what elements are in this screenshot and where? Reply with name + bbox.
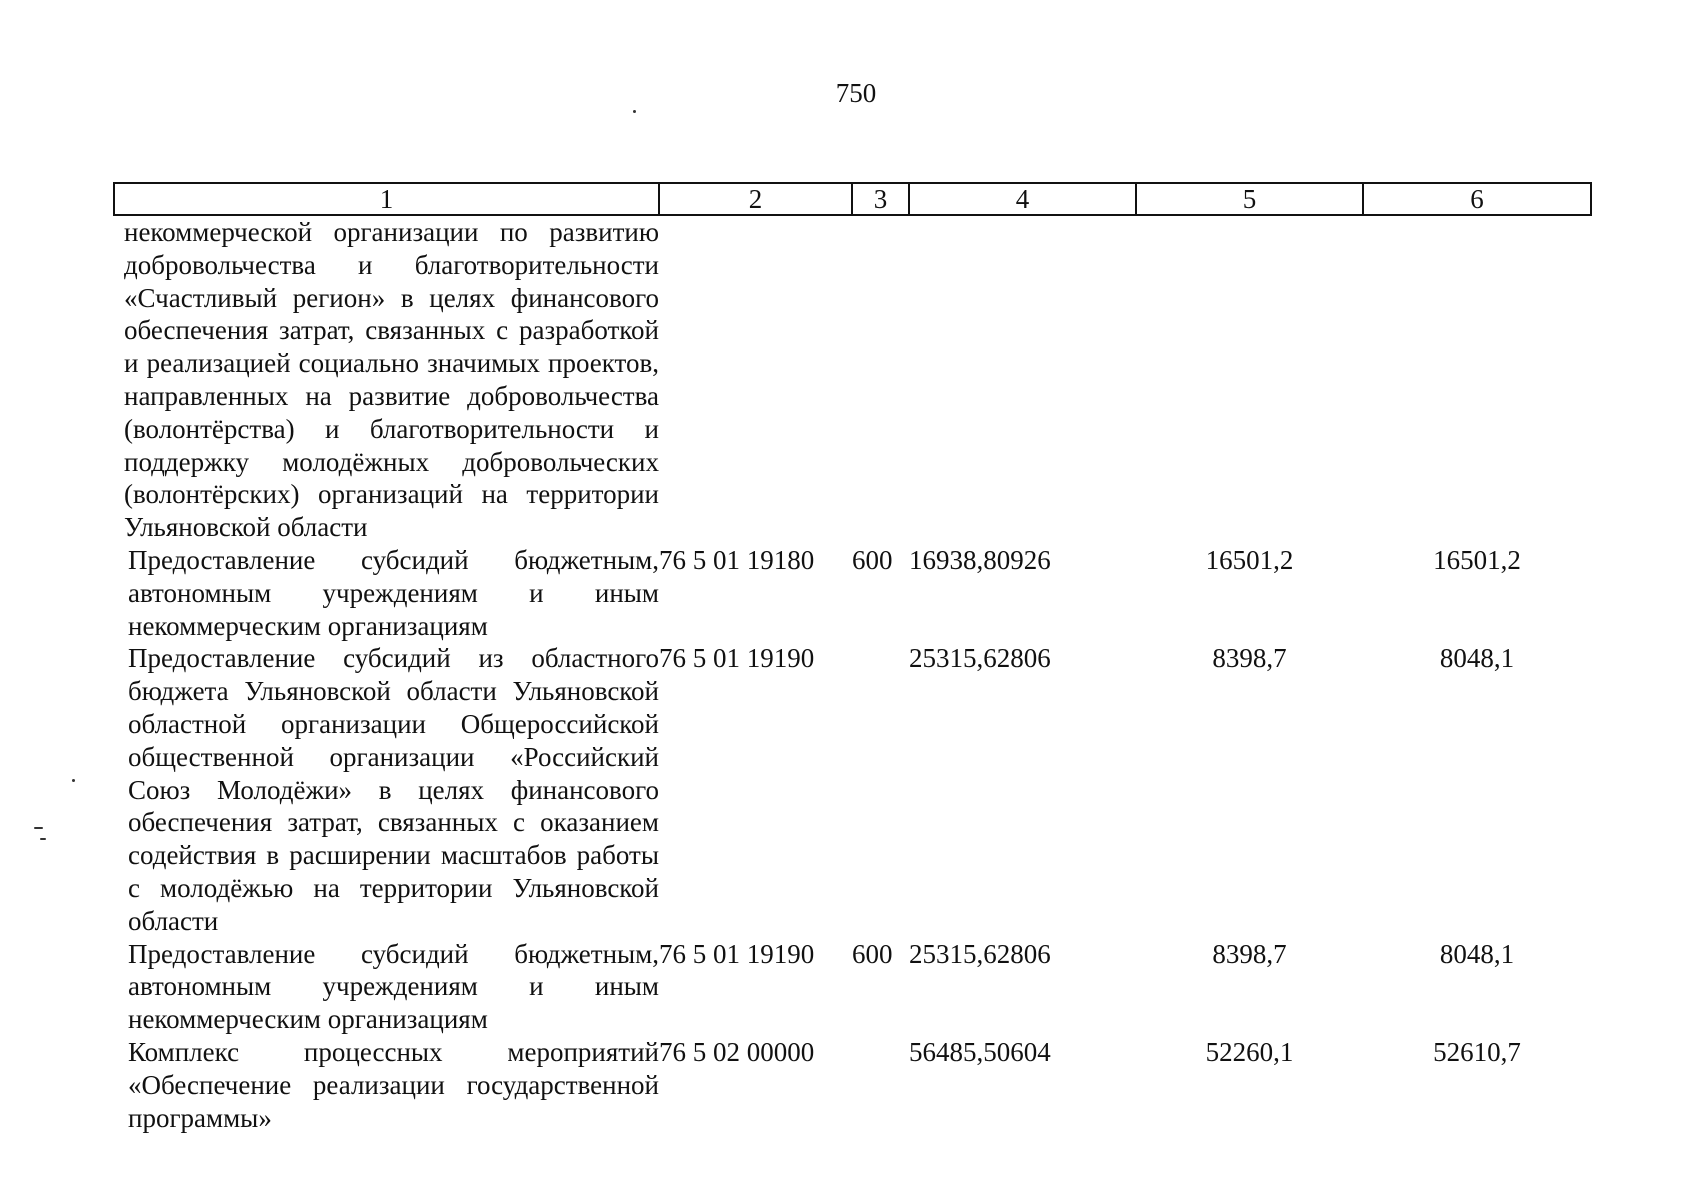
row-code: 76 5 02 00000 [659, 1036, 815, 1067]
row-value-6: 8048,1 [1439, 938, 1515, 969]
row-value-5: 8398,7 [1212, 938, 1287, 969]
scan-speck [72, 779, 75, 782]
row-kvr [852, 642, 909, 937]
row-value-4 [909, 215, 1136, 544]
table-row [114, 642, 1591, 937]
row-code [659, 215, 852, 544]
page-number: 750 [835, 78, 877, 108]
row-name: Предоставление субсидий из областного бюджета Ульяновской области Ульяновской областной организации Общероссийской общественной организации «Российский Союз Молодёжи» в целях финансового обеспечения затрат, связанных с оказанием содействия в расширении масштабов работы с молодёжью на территории Ульяновской области [128, 643, 659, 936]
scan-speck [40, 838, 46, 840]
row-value-6: 16501,2 [1433, 544, 1521, 575]
column-header: 4 [909, 183, 1136, 215]
column-header: 3 [852, 183, 909, 215]
table-row [114, 1036, 1591, 1134]
row-value-4: 25315,62806 [909, 643, 1051, 674]
row-value-5: 52260,1 [1205, 1036, 1294, 1067]
column-header: 1 [114, 183, 659, 215]
row-value-4: 25315,62806 [909, 938, 1051, 969]
row-value-5: 8398,7 [1212, 643, 1287, 674]
table-row [114, 215, 1591, 544]
budget-table [113, 182, 1592, 1134]
row-kvr [852, 1036, 909, 1134]
column-header: 5 [1136, 183, 1363, 215]
row-name: некоммерческой организации по развитию добровольчества и благотворительности «Счастливый регион» в целях финансового обеспечения затрат, связанных с разработкой и реализацией социально значимых проектов, направленных на развитие добровольчества (волонтёрства) и благотворительности и поддержку молодёжных добровольческих (волонтёрских) организаций на территории Ульяновской области [124, 217, 659, 543]
row-value-5 [1136, 215, 1363, 544]
row-kvr [852, 215, 909, 544]
row-code: 76 5 01 19190 [659, 938, 815, 969]
row-value-4: 56485,50604 [909, 1036, 1051, 1067]
row-kvr: 600 [852, 938, 893, 969]
row-name: Предоставление субсидий бюджетным, автономным учреждениям и иным некоммерческим организациям [128, 938, 659, 1035]
row-value-6: 52610,7 [1433, 1036, 1521, 1067]
row-code: 76 5 01 19180 [659, 544, 815, 575]
row-code: 76 5 01 19190 [659, 643, 815, 674]
scan-speck [633, 110, 636, 113]
table-row [114, 938, 1591, 1036]
row-value-5: 16501,2 [1205, 544, 1294, 575]
row-value-6 [1363, 215, 1591, 544]
row-name: Предоставление субсидий бюджетным, автономным учреждениям и иным некоммерческим организациям [128, 544, 659, 641]
column-header: 6 [1363, 183, 1591, 215]
row-value-4: 16938,80926 [909, 544, 1051, 575]
scan-speck [34, 827, 43, 829]
row-kvr: 600 [852, 544, 893, 575]
row-name: Комплекс процессных мероприятий «Обеспечение реализации государственной программы» [128, 1036, 659, 1133]
table-row [114, 544, 1591, 642]
table-header-row [114, 183, 1591, 215]
row-value-6: 8048,1 [1439, 643, 1515, 674]
column-header: 2 [659, 183, 852, 215]
